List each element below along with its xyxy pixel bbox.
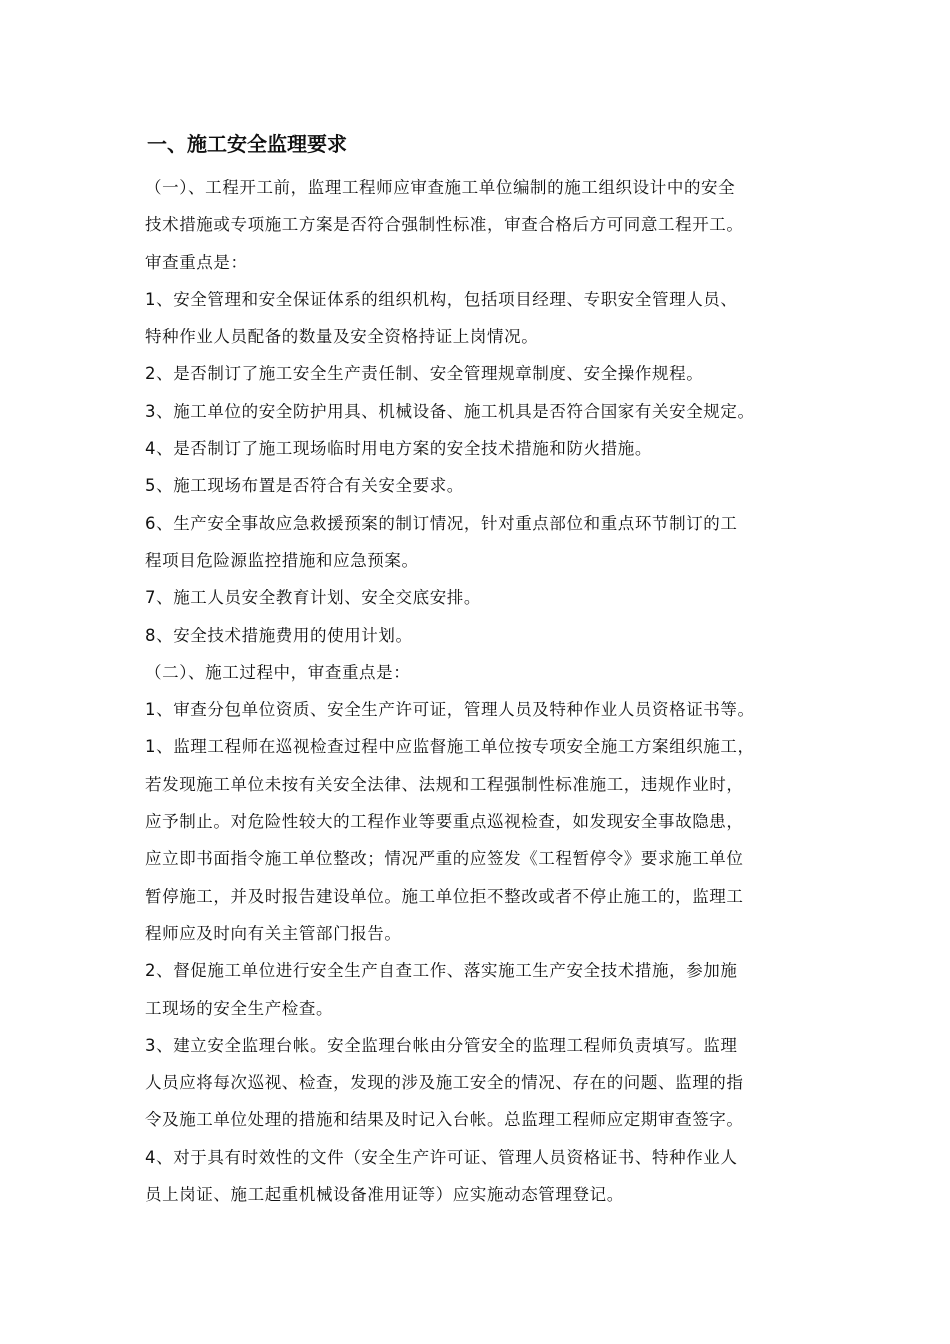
text-line: 特种作业人员配备的数量及安全资格持证上岗情况。 [145, 327, 539, 347]
text-line: 6、生产安全事故应急救援预案的制订情况，针对重点部位和重点环节制订的工 [145, 513, 738, 533]
text-line: 工现场的安全生产检查。 [145, 998, 334, 1018]
text-line: 应予制止。对危险性较大的工程作业等要重点巡视检查，如发现安全事故隐患， [145, 812, 744, 832]
text-line: 暂停施工，并及时报告建设单位。施工单位拒不整改或者不停止施工的，监理工 [145, 886, 744, 906]
text-line: 4、是否制订了施工现场临时用电方案的安全技术措施和防火措施。 [145, 439, 652, 459]
text-line: 1、审查分包单位资质、安全生产许可证，管理人员及特种作业人员资格证书等。 [145, 700, 755, 720]
text-line: 应立即书面指令施工单位整改；情况严重的应签发《工程暂停令》要求施工单位 [145, 849, 744, 869]
text-line: 人员应将每次巡视、检查，发现的涉及施工安全的情况、存在的问题、监理的指 [145, 1073, 744, 1093]
text-line: 7、施工人员安全教育计划、安全交底安排。 [145, 588, 481, 608]
text-line: 程师应及时向有关主管部门报告。 [145, 923, 402, 943]
text-line: （一）、工程开工前，监理工程师应审查施工单位编制的施工组织设计中的安全 [145, 178, 736, 197]
text-line: 若发现施工单位未按有关安全法律、法规和工程强制性标准施工，违规作业时， [145, 774, 744, 794]
document-body [145, 169, 815, 1213]
text-line: 员上岗证、施工起重机械设备准用证等）应实施动态管理登记。 [145, 1185, 624, 1205]
section-heading: 一、施工安全监理要求 [147, 132, 347, 156]
text-line: 3、施工单位的安全防护用具、机械设备、施工机具是否符合国家有关安全规定。 [145, 401, 755, 421]
text-line: 程项目危险源监控措施和应急预案。 [145, 550, 419, 570]
text-line: 审查重点是： [145, 252, 248, 272]
text-line: 3、建立安全监理台帐。安全监理台帐由分管安全的监理工程师负责填写。监理 [145, 1035, 738, 1055]
text-line: 1、安全管理和安全保证体系的组织机构，包括项目经理、专职安全管理人员、 [145, 289, 738, 309]
text-line: 8、安全技术措施费用的使用计划。 [145, 625, 413, 645]
text-line: （二）、施工过程中，审查重点是： [145, 662, 411, 682]
text-line: 技术措施或专项施工方案是否符合强制性标准，审查合格后方可同意工程开工。 [145, 215, 744, 235]
text-line: 令及施工单位处理的措施和结果及时记入台帐。总监理工程师应定期审查签字。 [145, 1110, 744, 1130]
text-line: 4、对于具有时效性的文件（安全生产许可证、管理人员资格证书、特种作业人 [145, 1147, 738, 1167]
text-line: 1、监理工程师在巡视检查过程中应监督施工单位按专项安全施工方案组织施工， [145, 737, 755, 757]
text-line: 2、是否制订了施工安全生产责任制、安全管理规章制度、安全操作规程。 [145, 364, 704, 384]
text-line: 2、督促施工单位进行安全生产自查工作、落实施工生产安全技术措施，参加施 [145, 961, 738, 981]
text-line: 5、施工现场布置是否符合有关安全要求。 [145, 476, 464, 496]
